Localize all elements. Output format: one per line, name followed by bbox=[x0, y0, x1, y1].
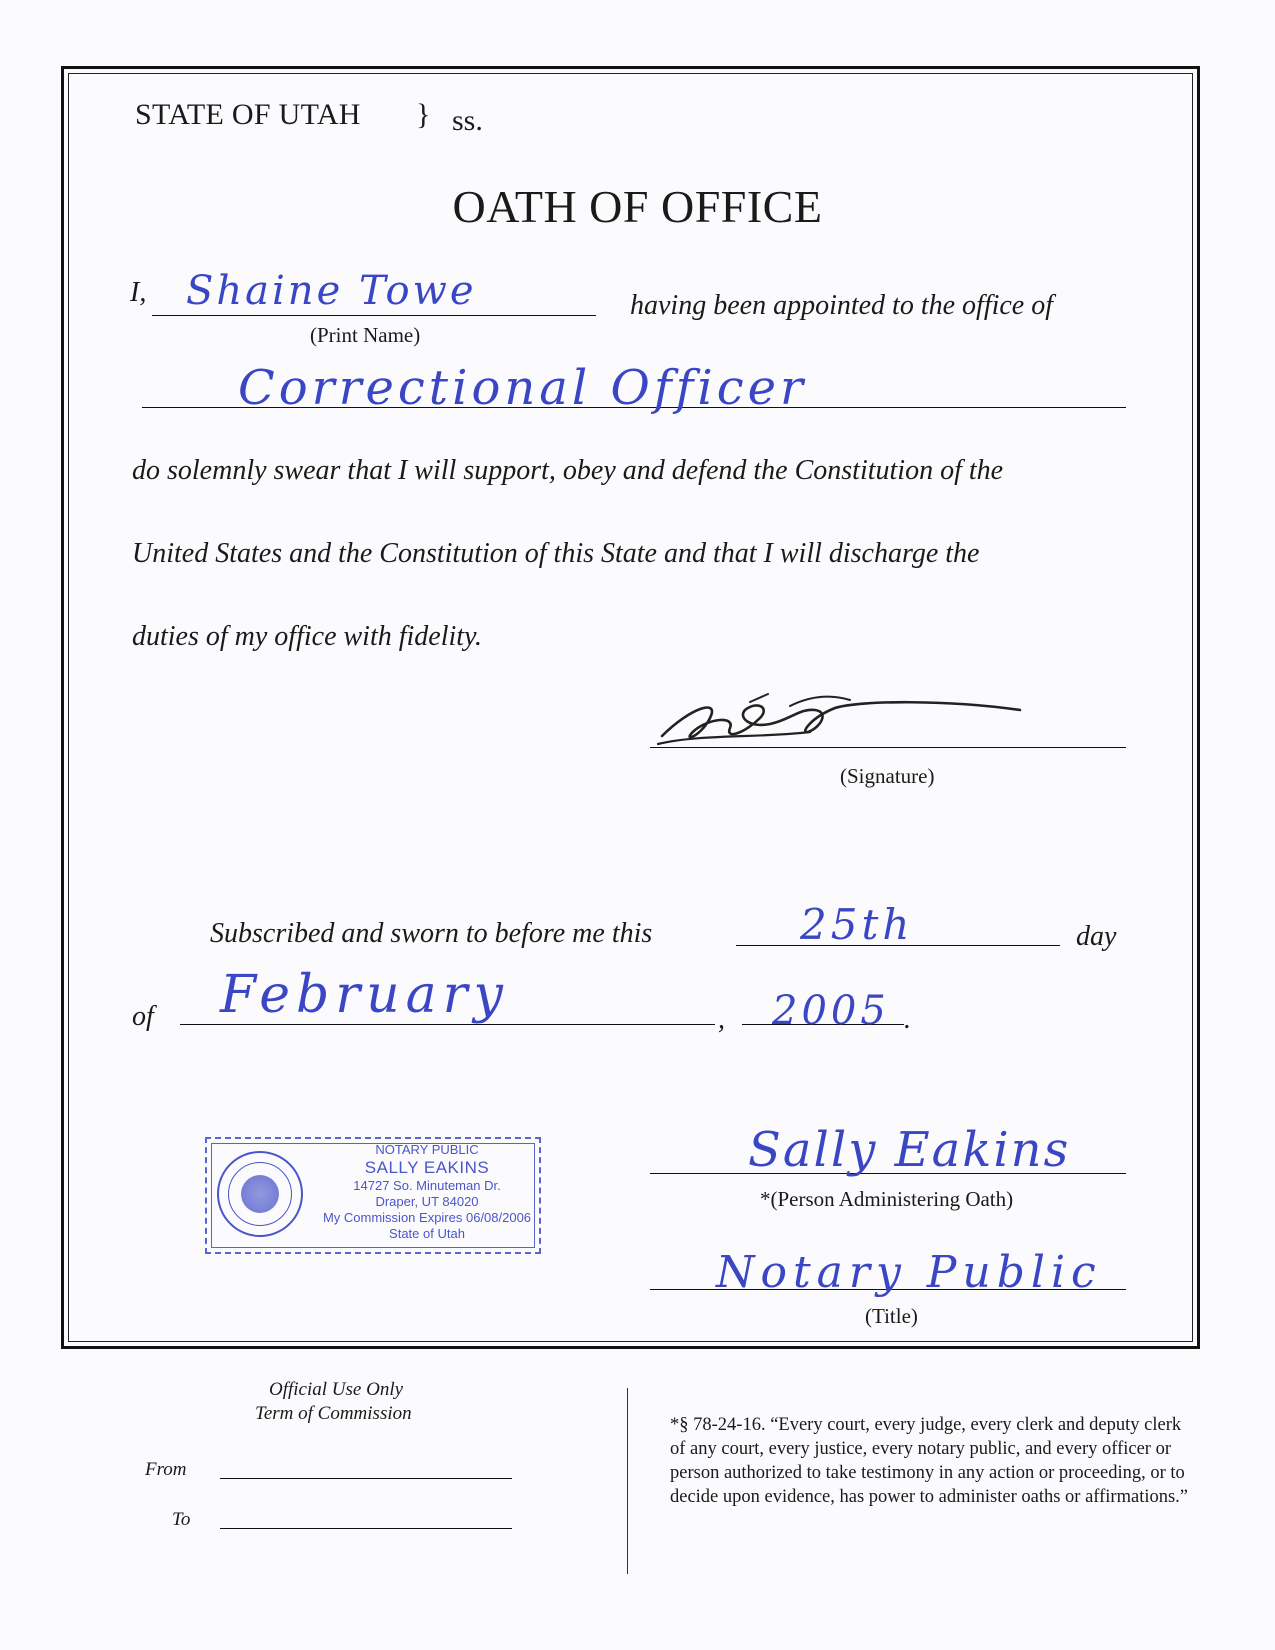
state-seal-center bbox=[241, 1175, 279, 1213]
notary-stamp-address-1: 14727 So. Minuteman Dr. bbox=[353, 1178, 501, 1193]
signature-caption: (Signature) bbox=[840, 764, 935, 788]
subscribed-text: Subscribed and sworn to before me this bbox=[210, 918, 653, 949]
oath-text-line-1: do solemnly swear that I will support, obey and defend the Constitution of the bbox=[132, 455, 1004, 486]
statute-note: *§ 78-24-16. “Every court, every judge, every clerk and deputy clerk of any court, every justice, every notary public, and every officer or person authorized to take testimony in any action or proceeding, or to decide upon evidence, has power to administer oaths or affirmations.” bbox=[670, 1415, 1189, 1507]
day-field[interactable]: 25th bbox=[800, 900, 914, 949]
state-heading: STATE OF UTAH bbox=[135, 98, 361, 131]
oath-text-line-3: duties of my office with fidelity. bbox=[132, 621, 482, 652]
notary-stamp-state: State of Utah bbox=[389, 1226, 465, 1241]
official-use-heading: Official Use Only bbox=[269, 1379, 404, 1400]
oath-intro: I, bbox=[130, 277, 147, 308]
page-title: OATH OF OFFICE bbox=[452, 181, 823, 232]
state-seal-icon bbox=[217, 1151, 303, 1237]
name-line bbox=[152, 315, 596, 316]
administrator-title-field[interactable]: Notary Public bbox=[716, 1247, 1102, 1298]
year-field[interactable]: 2005 bbox=[772, 988, 890, 1034]
month-field[interactable]: February bbox=[220, 965, 509, 1025]
of-label: of bbox=[132, 1001, 154, 1032]
oath-text-line-2: United States and the Constitution of this State and that I will discharge the bbox=[132, 538, 980, 569]
term-of-commission-heading: Term of Commission bbox=[255, 1403, 412, 1424]
notary-stamp-name: SALLY EAKINS bbox=[364, 1158, 490, 1177]
notary-stamp-title: NOTARY PUBLIC bbox=[375, 1142, 479, 1157]
year-period: . bbox=[904, 1004, 911, 1035]
venue-brace: } bbox=[416, 98, 431, 131]
office-field[interactable]: Correctional Officer bbox=[238, 360, 807, 416]
footer-divider bbox=[627, 1388, 628, 1574]
from-label: From bbox=[145, 1459, 187, 1480]
venue-ss: ss. bbox=[452, 104, 483, 137]
notary-stamp-address-2: Draper, UT 84020 bbox=[375, 1194, 479, 1209]
title-caption: (Title) bbox=[865, 1304, 918, 1328]
notary-stamp-text bbox=[317, 1142, 537, 1242]
to-field[interactable] bbox=[220, 1528, 512, 1529]
printed-name-field[interactable]: Shaine Towe bbox=[186, 268, 477, 314]
administrator-signature[interactable]: Sally Eakins bbox=[748, 1122, 1071, 1178]
month-comma: , bbox=[718, 1004, 725, 1035]
from-field[interactable] bbox=[220, 1478, 512, 1479]
signature-line bbox=[650, 747, 1126, 748]
print-name-caption: (Print Name) bbox=[310, 323, 421, 347]
day-label: day bbox=[1076, 921, 1117, 952]
appointed-text: having been appointed to the office of bbox=[630, 290, 1054, 321]
administrator-caption: *(Person Administering Oath) bbox=[760, 1187, 1014, 1211]
to-label: To bbox=[172, 1509, 191, 1530]
notary-stamp-commission: My Commission Expires 06/08/2006 bbox=[322, 1210, 532, 1225]
notary-stamp bbox=[205, 1137, 541, 1254]
